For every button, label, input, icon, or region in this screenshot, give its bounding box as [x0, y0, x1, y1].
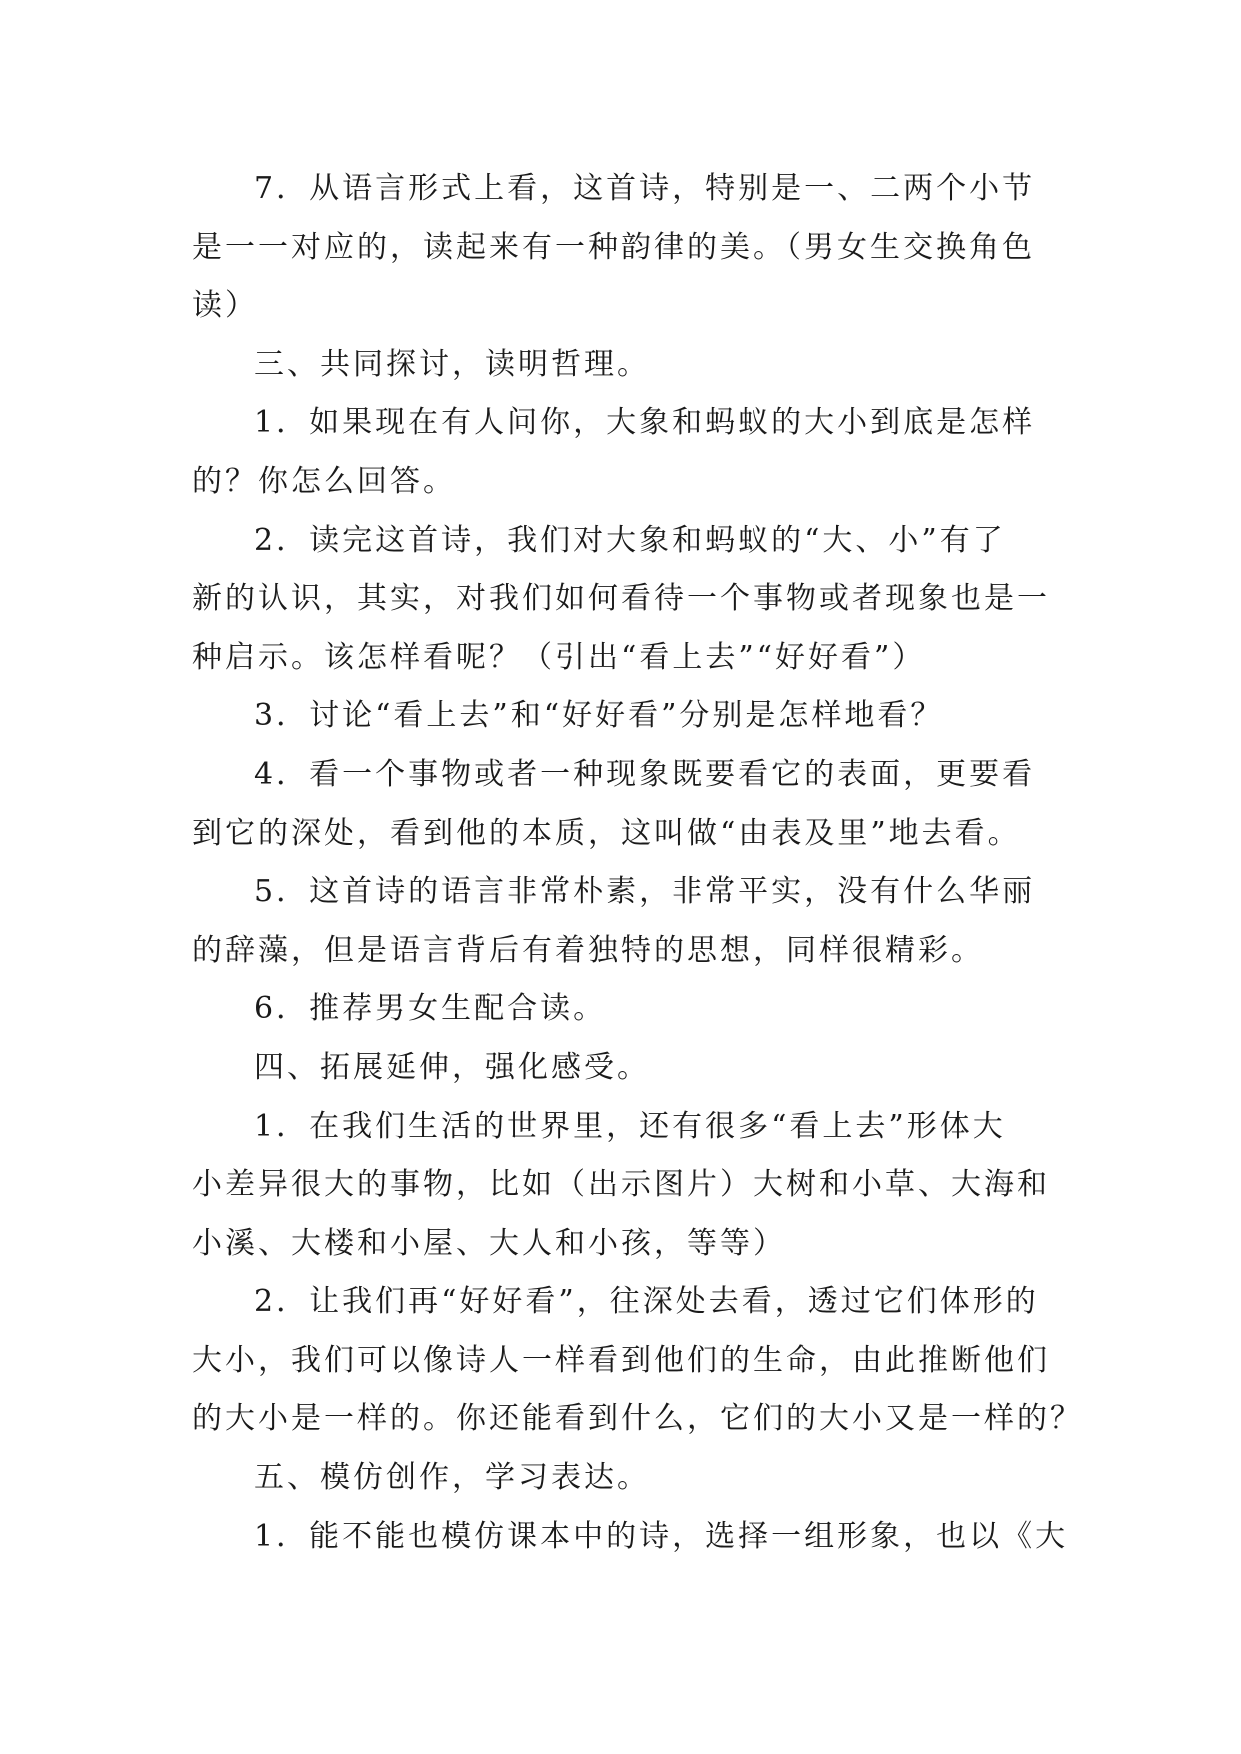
document-page: [192, 160, 1083, 1566]
section-heading: 四、拓展延伸，强化感受。: [254, 1049, 650, 1085]
text-line: 1．能不能也模仿课本中的诗，选择一组形象，也以《大: [254, 1518, 1069, 1554]
text-line: 3．讨论“看上去”和“好好看”分别是怎样地看？: [254, 698, 944, 734]
text-line: 6．推荐男女生配合读。: [254, 991, 607, 1027]
section-heading: 三、共同探讨，读明哲理。: [254, 346, 650, 382]
text-line: 4．看一个事物或者一种现象既要看它的表面，更要看: [254, 756, 1036, 792]
text-line: 1．在我们生活的世界里，还有很多“看上去”形体大: [254, 1108, 1006, 1144]
text-line: 1．如果现在有人问你，大象和蚂蚁的大小到底是怎样: [254, 405, 1036, 441]
text-line: 的大小是一样的。你还能看到什么，它们的大小又是一样的？: [192, 1401, 1083, 1437]
text-line: 是一一对应的，读起来有一种韵律的美。（男女生交换角色: [192, 229, 1035, 265]
text-line: 7．从语言形式上看，这首诗，特别是一、二两个小节: [254, 171, 1036, 206]
text-line: 新的认识，其实，对我们如何看待一个事物或者现象也是一: [192, 581, 1050, 617]
text-line: 2．让我们再“好好看”，往深处去看，透过它们体形的: [254, 1284, 1039, 1320]
section-heading: 五、模仿创作，学习表达。: [254, 1460, 650, 1496]
text-line: 的？你怎么回答。: [192, 463, 456, 499]
text-line: 大小，我们可以像诗人一样看到他们的生命，由此推断他们: [192, 1342, 1050, 1378]
text-line: 种启示。该怎样看呢？（引出“看上去”“好好看”）: [192, 639, 926, 675]
text-line: 到它的深处，看到他的本质，这叫做“由表及里”地去看。: [192, 815, 1021, 851]
text-line: 读）: [192, 288, 258, 324]
text-line: 小差异很大的事物，比如（出示图片）大树和小草、大海和: [192, 1167, 1050, 1203]
text-line: 小溪、大楼和小屋、大人和小孩，等等）: [192, 1225, 786, 1261]
text-line: 5．这首诗的语言非常朴素，非常平实，没有什么华丽: [254, 874, 1036, 910]
text-line: 的辞藻，但是语言背后有着独特的思想，同样很精彩。: [192, 932, 984, 968]
text-line: 2．读完这首诗，我们对大象和蚂蚁的“大、小”有了: [254, 522, 1006, 558]
